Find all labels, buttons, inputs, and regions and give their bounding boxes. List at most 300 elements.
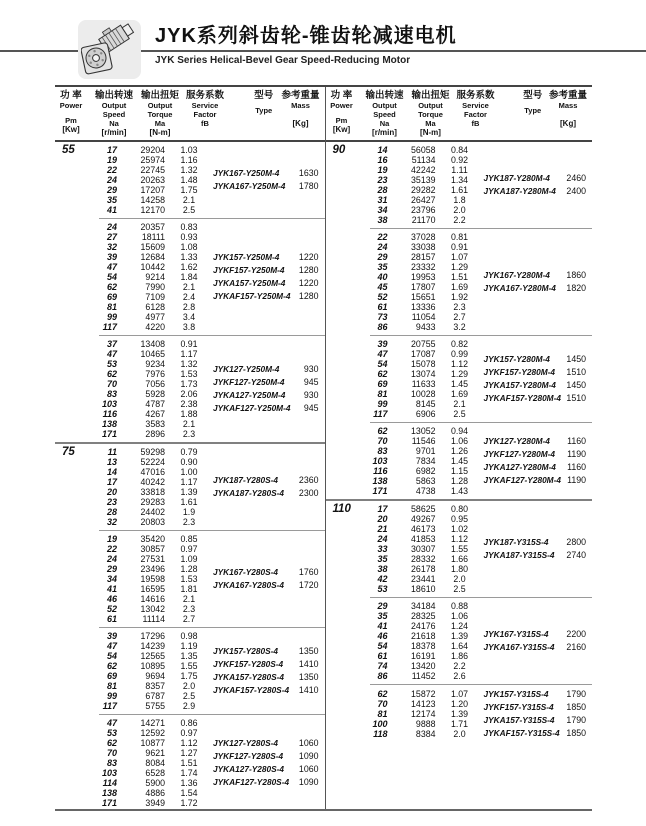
output-torque-value: 6906 [415, 409, 436, 419]
output-speed-value: 40 [377, 272, 388, 282]
service-factor-value: 2.5 [182, 691, 196, 701]
service-factor-value: 3.4 [182, 312, 196, 322]
speed-label-en: Output Speed [101, 101, 127, 119]
model-type: JYKAF127-Y250M-4 [213, 403, 291, 413]
service-factor-value: 2.3 [453, 302, 466, 312]
mass-value: 2740 [566, 550, 586, 560]
service-factor-value: 0.90 [180, 457, 198, 467]
mass-value: 1060 [298, 764, 319, 774]
output-torque-value: 23441 [411, 574, 436, 584]
output-speed-value: 83 [106, 389, 117, 399]
service-factor-value: 1.08 [180, 242, 198, 252]
output-torque-value: 9694 [145, 671, 165, 681]
data-row [99, 389, 213, 399]
output-speed-value: 62 [377, 369, 388, 379]
service-factor-value: 0.94 [450, 426, 469, 436]
data-row [99, 467, 213, 477]
output-torque-value: 59298 [140, 447, 165, 457]
output-speed-value: 22 [106, 544, 117, 554]
output-speed-value: 52 [377, 292, 388, 302]
output-torque-value: 13336 [411, 302, 436, 312]
data-row [370, 155, 484, 165]
service-factor-value: 0.84 [450, 145, 469, 155]
data-row [370, 302, 484, 312]
mass-value: 2800 [566, 537, 586, 547]
output-speed-value: 116 [102, 409, 117, 419]
column-header-output-torque [139, 90, 189, 140]
output-torque-value: 37028 [411, 232, 436, 242]
output-torque-value: 14258 [140, 195, 165, 205]
output-speed-value: 69 [377, 379, 388, 389]
output-torque-value: 13074 [411, 369, 436, 379]
output-torque-value: 24176 [411, 621, 436, 631]
service-factor-value: 1.64 [450, 641, 469, 651]
output-torque-value: 28325 [411, 611, 436, 621]
ratio-groups [370, 501, 593, 743]
output-speed-value: 41 [377, 621, 388, 631]
type-row [213, 180, 319, 193]
output-speed-value: 41 [106, 584, 117, 594]
output-torque-value: 16595 [140, 584, 165, 594]
service-factor-value: 2.6 [453, 671, 466, 681]
mass-value: 2400 [566, 186, 586, 196]
output-torque-value: 20755 [411, 339, 436, 349]
output-torque-value: 11633 [411, 379, 436, 389]
type-row [213, 376, 319, 389]
data-row [99, 155, 213, 165]
factor-label-en: Service Factor [191, 101, 219, 119]
output-speed-value: 117 [102, 322, 117, 332]
service-factor-value: 1.02 [450, 524, 469, 534]
column-header-power [326, 90, 370, 140]
output-speed-value: 23 [106, 497, 117, 507]
type-row [484, 714, 587, 727]
ratio-group [99, 530, 325, 627]
service-factor-value: 1.03 [180, 145, 198, 155]
data-row [99, 661, 213, 671]
data-row [99, 349, 213, 359]
service-factor-value: 2.06 [180, 389, 198, 399]
output-torque-value: 35420 [140, 534, 165, 544]
output-torque-value: 20803 [140, 517, 165, 527]
output-torque-value: 49267 [411, 514, 436, 524]
service-factor-value: 1.32 [180, 165, 198, 175]
ratio-group [370, 142, 593, 228]
output-torque-value: 34184 [411, 601, 436, 611]
model-type: JYKA157-Y315S-4 [483, 715, 555, 725]
output-speed-value: 83 [106, 758, 117, 768]
output-speed-value: 171 [101, 429, 117, 439]
output-speed-value: 38 [377, 564, 388, 574]
output-torque-value: 6787 [145, 691, 165, 701]
numeric-rows [370, 601, 484, 681]
data-row [370, 282, 484, 292]
data-row [99, 312, 213, 322]
power-value: 55 [62, 144, 75, 156]
power-value: 110 [332, 503, 351, 515]
service-factor-value: 1.26 [450, 446, 469, 456]
output-torque-value: 5755 [145, 701, 165, 711]
type-list [484, 628, 593, 654]
service-factor-value: 1.35 [180, 651, 198, 661]
data-row [370, 651, 484, 661]
model-type: JYK187-Y280M-4 [483, 173, 550, 183]
data-row [370, 312, 484, 322]
service-factor-value: 0.81 [450, 232, 469, 242]
output-torque-value: 9621 [145, 748, 165, 758]
data-row [99, 409, 213, 419]
output-torque-value: 29282 [411, 185, 436, 195]
output-torque-value: 11114 [142, 614, 165, 624]
data-row [99, 768, 213, 778]
output-torque-value: 11054 [411, 312, 436, 322]
output-speed-value: 138 [101, 419, 117, 429]
output-torque-value: 27531 [140, 554, 165, 564]
data-row [99, 574, 213, 584]
mass-value: 1220 [298, 278, 319, 288]
service-factor-value: 2.8 [182, 302, 196, 312]
type-row [484, 172, 587, 185]
type-label-cn: 型号 [254, 90, 274, 101]
output-torque-value: 17807 [411, 282, 436, 292]
mass-value: 945 [303, 377, 319, 387]
type-row [484, 392, 587, 405]
output-speed-value: 32 [106, 242, 117, 252]
output-speed-value: 81 [106, 302, 117, 312]
type-row [213, 487, 319, 500]
service-factor-value: 1.39 [450, 631, 469, 641]
output-speed-value: 47 [106, 641, 117, 651]
mass-value: 1510 [566, 393, 586, 403]
model-type: JYK157-Y280S-4 [213, 646, 279, 656]
output-torque-value: 7834 [415, 456, 436, 466]
torque-label-cn: 输出扭矩 [411, 90, 450, 101]
output-torque-value: 18610 [411, 584, 436, 594]
speed-label-cn: 输出转速 [95, 90, 134, 101]
factor-label-cn: 服务系数 [456, 90, 495, 101]
model-type: JYKAF127-Y280M-4 [483, 475, 561, 485]
output-torque-value: 20263 [140, 175, 165, 185]
speed-unit: [r/min] [372, 128, 397, 137]
output-torque-value: 28332 [411, 554, 436, 564]
data-row [99, 232, 213, 242]
mass-value: 1450 [566, 380, 586, 390]
data-row [370, 426, 484, 436]
data-row [99, 641, 213, 651]
model-type: JYKA167-Y280M-4 [483, 283, 556, 293]
ratio-groups [99, 444, 325, 809]
mass-value: 2300 [298, 488, 319, 498]
output-speed-value: 53 [377, 584, 388, 594]
data-row [99, 302, 213, 312]
output-speed-value: 62 [106, 661, 117, 671]
type-row [484, 269, 587, 282]
type-row [213, 776, 319, 789]
service-factor-value: 1.66 [450, 554, 469, 564]
numeric-rows [99, 631, 213, 711]
data-row [99, 798, 213, 808]
column-header-mass [277, 90, 325, 140]
output-torque-value: 8084 [145, 758, 165, 768]
type-row [213, 402, 319, 415]
model-type: JYK157-Y280M-4 [483, 354, 550, 364]
data-row [370, 389, 484, 399]
model-type: JYKAF157-Y250M-4 [213, 291, 291, 301]
model-type: JYKA127-Y280M-4 [483, 462, 556, 472]
data-row [370, 719, 484, 729]
output-torque-value: 15872 [411, 689, 436, 699]
model-type: JYK127-Y250M-4 [213, 364, 280, 374]
output-speed-value: 29 [377, 601, 388, 611]
column-header-output-torque [410, 90, 460, 140]
type-row [213, 579, 319, 592]
model-type: JYKF157-Y280S-4 [213, 659, 284, 669]
mass-value: 1280 [298, 291, 319, 301]
data-row [370, 631, 484, 641]
output-torque-value: 6528 [145, 768, 165, 778]
data-row [370, 671, 484, 681]
data-row [99, 614, 213, 624]
service-factor-value: 0.85 [180, 534, 198, 544]
ratio-group [99, 444, 325, 530]
service-factor-value: 0.97 [180, 544, 198, 554]
mass-value: 2360 [298, 475, 319, 485]
output-torque-value: 42242 [411, 165, 436, 175]
output-speed-value: 138 [101, 788, 117, 798]
data-row [99, 322, 213, 332]
numeric-rows [370, 504, 484, 594]
output-torque-value: 30307 [411, 544, 436, 554]
data-row [99, 282, 213, 292]
mass-value: 1060 [298, 738, 319, 748]
output-torque-value: 26427 [411, 195, 436, 205]
service-factor-value: 1.32 [180, 359, 198, 369]
output-torque-value: 8384 [415, 729, 436, 739]
output-speed-value: 103 [372, 456, 388, 466]
service-factor-value: 2.0 [453, 729, 466, 739]
service-factor-value: 1.06 [450, 436, 469, 446]
output-torque-value: 51134 [411, 155, 436, 165]
output-speed-value: 103 [101, 768, 117, 778]
type-row [213, 167, 319, 180]
power-unit: [Kw] [332, 124, 351, 134]
power-column [326, 501, 370, 743]
column-header-mass [544, 90, 592, 140]
output-torque-value: 6128 [145, 302, 165, 312]
page-subtitle: JYK Series Helical-Bevel Gear Speed-Reducing Motor [155, 55, 411, 66]
header-titles [155, 24, 457, 66]
mass-label-en: Mass [291, 101, 310, 110]
output-torque-value: 11452 [411, 671, 436, 681]
output-torque-value: 19953 [411, 272, 436, 282]
type-row [213, 566, 319, 579]
mass-value: 1350 [298, 672, 319, 682]
output-torque-value: 2896 [145, 429, 165, 439]
data-row [99, 718, 213, 728]
output-torque-value: 16191 [411, 651, 436, 661]
output-speed-value: 39 [377, 339, 388, 349]
model-type: JYKF157-Y280M-4 [483, 367, 555, 377]
data-row [99, 738, 213, 748]
output-speed-value: 24 [106, 175, 117, 185]
data-row [99, 497, 213, 507]
output-speed-value: 54 [106, 651, 117, 661]
mass-value: 1410 [298, 685, 319, 695]
output-torque-value: 4787 [145, 399, 165, 409]
type-list [213, 167, 325, 193]
data-row [370, 232, 484, 242]
output-torque-value: 10895 [140, 661, 165, 671]
service-factor-value: 1.73 [180, 379, 198, 389]
type-row [213, 251, 319, 264]
mass-label-cn: 参考重量 [548, 90, 587, 101]
output-torque-value: 28157 [411, 252, 436, 262]
service-factor-value: 2.3 [182, 429, 196, 439]
mass-value: 1450 [566, 354, 586, 364]
output-speed-value: 17 [106, 477, 117, 487]
service-factor-value: 2.5 [453, 584, 466, 594]
output-speed-value: 39 [106, 631, 117, 641]
service-factor-value: 1.12 [450, 359, 469, 369]
output-speed-value: 171 [372, 486, 388, 496]
service-factor-value: 1.72 [180, 798, 198, 808]
data-row [99, 778, 213, 788]
service-factor-value: 1.53 [180, 369, 198, 379]
type-row [484, 641, 587, 654]
data-row [370, 215, 484, 225]
service-factor-value: 1.80 [450, 564, 469, 574]
output-speed-value: 34 [106, 574, 117, 584]
type-row [484, 366, 587, 379]
model-type: JYKAF157-Y280M-4 [483, 393, 561, 403]
type-row [484, 536, 587, 549]
data-row [370, 601, 484, 611]
data-row [370, 514, 484, 524]
mass-value: 2200 [566, 629, 586, 639]
output-torque-value: 7056 [145, 379, 165, 389]
gear-motor-drawing [81, 23, 138, 76]
output-torque-value: 7976 [145, 369, 165, 379]
output-speed-value: 70 [106, 748, 117, 758]
output-torque-value: 23496 [140, 564, 165, 574]
service-factor-value: 1.92 [450, 292, 469, 302]
output-speed-value: 81 [377, 709, 388, 719]
data-row [99, 262, 213, 272]
output-torque-value: 22745 [140, 165, 165, 175]
model-type: JYKF157-Y315S-4 [483, 702, 554, 712]
column-header-service-factor [456, 90, 506, 140]
power-label-cn: 功 率 [330, 90, 353, 101]
output-speed-value: 14 [106, 467, 117, 477]
output-torque-value: 12565 [140, 651, 165, 661]
column-header-type [235, 90, 277, 140]
data-row [370, 205, 484, 215]
power-unit: [Kw] [62, 124, 80, 134]
output-speed-value: 70 [377, 699, 388, 709]
type-row [484, 448, 587, 461]
output-torque-value: 9214 [145, 272, 165, 282]
data-row [99, 292, 213, 302]
model-type: JYKA157-Y250M-4 [213, 278, 286, 288]
service-factor-value: 1.75 [180, 671, 198, 681]
data-row [99, 728, 213, 738]
output-torque-value: 33818 [140, 487, 165, 497]
torque-label-en: Output Torque [418, 101, 443, 119]
data-row [370, 242, 484, 252]
data-row [370, 379, 484, 389]
torque-label-en: Output Torque [147, 101, 173, 119]
data-row [370, 661, 484, 671]
mass-value: 1780 [298, 181, 319, 191]
output-speed-value: 54 [106, 272, 117, 282]
output-torque-value: 52224 [140, 457, 165, 467]
model-type: JYKA157-Y280M-4 [483, 380, 556, 390]
speed-symbol: Na [109, 119, 119, 128]
model-type: JYKAF157-Y280S-4 [213, 685, 290, 695]
data-row [99, 748, 213, 758]
numeric-rows [370, 339, 484, 419]
data-row [370, 252, 484, 262]
ratio-group [99, 335, 325, 442]
mass-value: 1790 [566, 715, 586, 725]
output-speed-value: 99 [106, 312, 117, 322]
mass-unit: [Kg] [560, 118, 576, 128]
service-factor-value: 2.5 [453, 409, 466, 419]
output-speed-value: 11 [107, 447, 117, 457]
output-torque-value: 17296 [140, 631, 165, 641]
output-speed-value: 62 [377, 426, 388, 436]
type-row [213, 671, 319, 684]
service-factor-value: 1.39 [450, 709, 469, 719]
output-torque-value: 6982 [415, 466, 436, 476]
factor-symbol: fB [471, 119, 480, 128]
output-torque-value: 12174 [411, 709, 436, 719]
output-speed-value: 69 [106, 671, 117, 681]
data-row [99, 594, 213, 604]
column-header-service-factor [186, 90, 235, 140]
type-list [484, 353, 593, 405]
output-speed-value: 17 [377, 504, 388, 514]
table-right-half [325, 87, 593, 809]
service-factor-value: 1.51 [450, 272, 469, 282]
mass-value: 1410 [298, 659, 319, 669]
model-type: JYK167-Y280S-4 [213, 567, 279, 577]
type-label-en: Type [524, 106, 542, 115]
column-header-power [55, 90, 99, 140]
ratio-group [99, 142, 325, 218]
data-row [99, 544, 213, 554]
page-title: JYK系列斜齿轮-锥齿轮减速电机 [155, 25, 457, 47]
service-factor-value: 2.0 [182, 681, 196, 691]
output-torque-value: 46173 [411, 524, 436, 534]
speed-symbol: Na [379, 119, 390, 128]
service-factor-value: 2.4 [182, 292, 196, 302]
output-speed-value: 99 [377, 399, 388, 409]
ratio-group [370, 684, 593, 743]
service-factor-value: 1.75 [180, 185, 198, 195]
mass-value: 1850 [566, 702, 586, 712]
output-speed-value: 46 [377, 631, 388, 641]
output-speed-value: 100 [372, 719, 388, 729]
type-list [213, 737, 325, 789]
service-factor-value: 2.38 [180, 399, 198, 409]
service-factor-value: 1.36 [180, 778, 198, 788]
output-torque-value: 18111 [141, 232, 165, 242]
power-symbol: Pm [65, 115, 77, 125]
output-speed-value: 41 [106, 205, 117, 215]
service-factor-value: 1.62 [180, 262, 198, 272]
power-value: 90 [332, 144, 346, 156]
